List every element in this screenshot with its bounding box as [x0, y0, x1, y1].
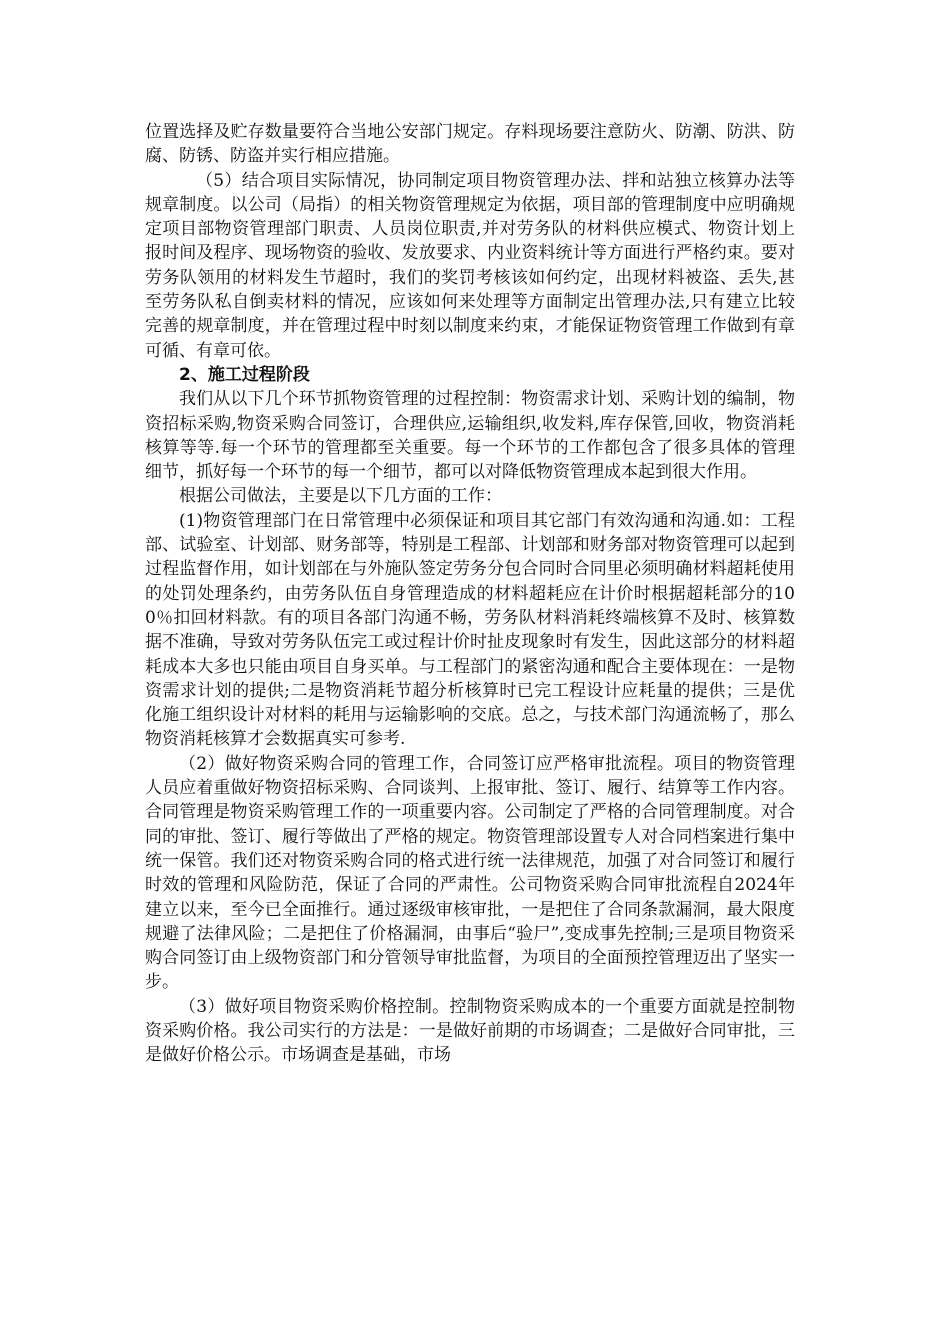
section-heading: 2、施工过程阶段 — [179, 364, 310, 385]
paragraph-rules: （5）结合项目实际情况，协同制定项目物资管理办法、拌和站独立核算办法等规章制度。以公司（局指）的相关物资管理规定为依据，项目部的管理制度中应明确规定项目部物资管理部门职责、人员岗位职责,并对劳务队的材料供应模式、物资计划上报时间及程序、现场物资的验收、发放要求、内业资料统计等方面进行严格约束。要对劳务队领用的材料发生节超时，我们的奖罚考核该如何约定，出现材料被盗、丢失,甚至劳务队私自倒卖材料的情况，应该如何来处理等方面制定出管理办法,只有建立比较完善的规章制度，并在管理过程中时刻以制度来约束，才能保证物资管理工作做到有章可循、有章可依。 — [145, 170, 795, 361]
paragraph-company-practice: 根据公司做法，主要是以下几方面的工作： — [179, 486, 502, 507]
document-page — [145, 120, 795, 1068]
paragraph-process-control: 我们从以下几个环节抓物资管理的过程控制：物资需求计划、采购计划的编制，物资招标采购,物资采购合同签订，合理供应,运输组织,收发料,库存保管,回收，物资消耗核算等等.每一个环节的管理都至关重要。每一个环节的工作都包含了很多具体的管理细节，抓好每一个环节的每一个细节，都可以对降低物资管理成本起到很大作用。 — [145, 389, 795, 483]
paragraph-communication: (1)物资管理部门在日常管理中必须保证和项目其它部门有效沟通和沟通.如：工程部、试验室、计划部、财务部等，特别是工程部、计划部和财务部对物资管理可以起到过程监督作用，如计划部在与外施队签定劳务分包合同时合同里必须明确材料超耗使用的处罚处理条约，由劳务队伍自身管理造成的材料超耗应在计价时根据超耗部分的100％扣回材料款。有的项目各部门沟通不畅，劳务队材料消耗终端核算不及时、核算数据不准确，导致对劳务队伍完工或过程计价时扯皮现象时有发生，因此这部分的材料超耗成本大多也只能由项目自身买单。与工程部门的紧密沟通和配合主要体现在：一是物资需求计划的提供;二是物资消耗节超分析核算时已完工程设计应耗量的提供；三是优化施工组织设计对材料的耗用与运输影响的交底。总之，与技术部门沟通流畅了，那么物资消耗核算才会数据真实可参考. — [145, 510, 795, 750]
paragraph-contract-management: （2）做好物资采购合同的管理工作，合同签订应严格审批流程。项目的物资管理人员应着重做好物资招标采购、合同谈判、上报审批、签订、履行、结算等工作内容。合同管理是物资采购管理工作的一项重要内容。公司制定了严格的合同管理制度。对合同的审批、签订、履行等做出了严格的规定。物资管理部设置专人对合同档案进行集中统一保管。我们还对物资采购合同的格式进行统一法律规范，加强了对合同签订和履行时效的管理和风险防范，保证了合同的严肃性。公司物资采购合同审批流程自2024年建立以来，至今已全面推行。通过逐级审核审批，一是把住了合同条款漏洞，最大限度规避了法律风险；二是把住了价格漏洞，由事后“验尸”,变成事先控制;三是项目物资采购合同签订由上级物资部门和分管领导审批监督，为项目的全面预控管理迈出了坚实一步。 — [145, 753, 795, 993]
paragraph-storage: 位置选择及贮存数量要符合当地公安部门规定。存料现场要注意防火、防潮、防洪、防腐、防锈、防盗并实行相应措施。 — [145, 122, 795, 167]
paragraph-price-control: （3）做好项目物资采购价格控制。控制物资采购成本的一个重要方面就是控制物资采购价格。我公司实行的方法是：一是做好前期的市场调查；二是做好合同审批，三是做好价格公示。市场调查是基础，市场 — [145, 996, 795, 1066]
